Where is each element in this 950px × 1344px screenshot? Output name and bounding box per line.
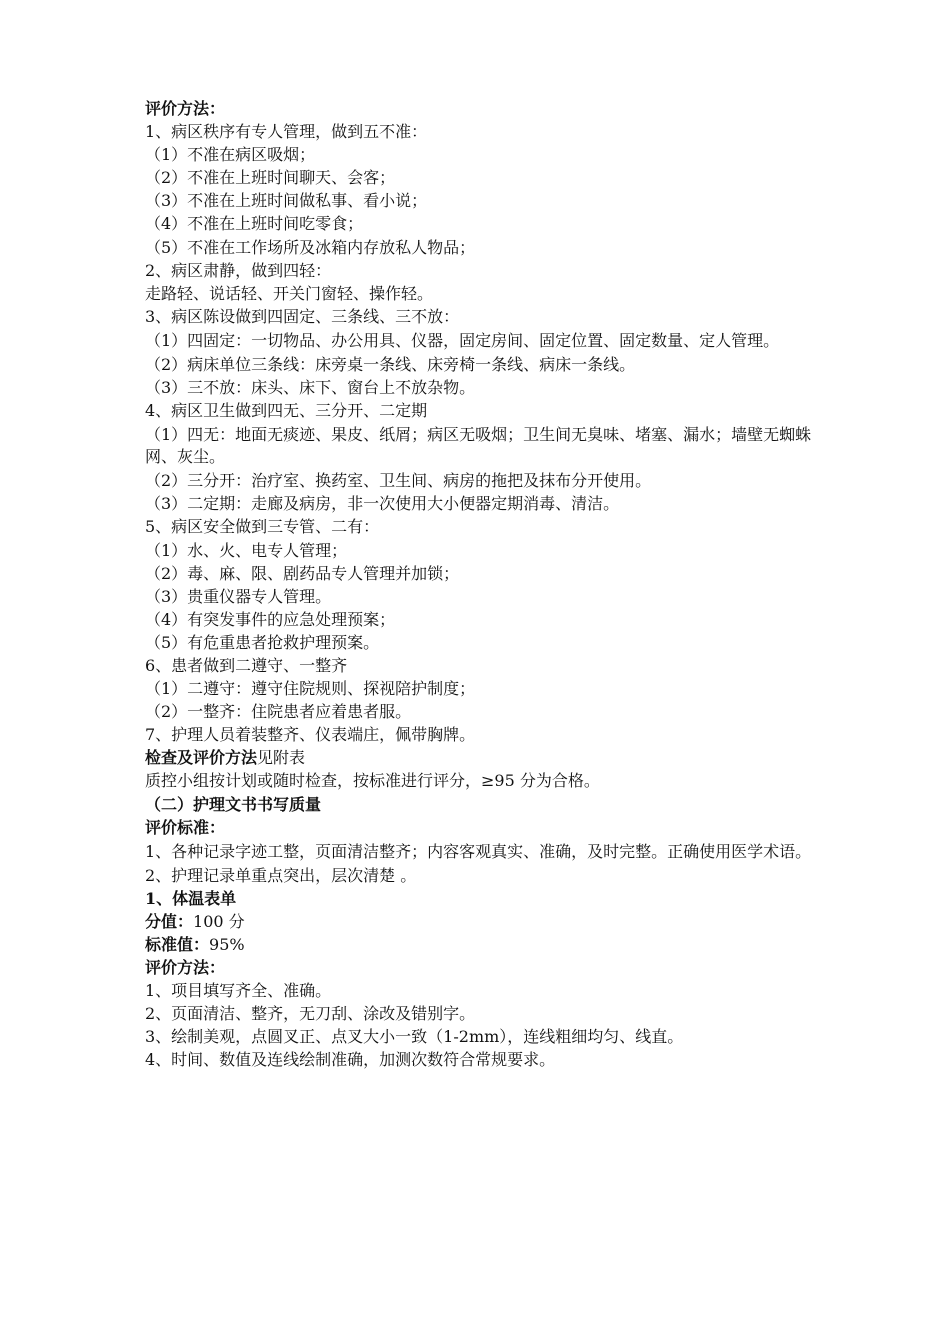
- text-line: [145, 189, 825, 212]
- text-line: [145, 746, 825, 769]
- text-segment: （3）不准在上班时间做私事、看小说；: [145, 191, 428, 211]
- text-segment: （1）四无：地面无痰迹、果皮、纸屑；病区无吸烟；卫生间无臭味、堵塞、漏水；墙壁无蜘蛛网、灰尘。: [145, 425, 812, 467]
- text-segment: （2）三分开：治疗室、换药室、卫生间、病房的拖把及抹布分开使用。: [145, 471, 652, 491]
- text-segment: 100 分: [193, 911, 245, 931]
- text-segment: （1）水、火、电专人管理；: [145, 540, 348, 560]
- text-segment: （3）三不放：床头、床下、窗台上不放杂物。: [145, 378, 476, 398]
- text-line: [145, 585, 825, 608]
- text-line: [145, 353, 825, 376]
- text-line: [145, 956, 825, 979]
- text-segment: 7、护理人员着装整齐、仪表端庄，佩带胸牌。: [145, 725, 476, 745]
- text-line: [145, 700, 825, 723]
- text-line: [145, 723, 825, 746]
- text-segment: 5、病区安全做到三专管、二有：: [145, 517, 380, 537]
- text-line: [145, 376, 825, 399]
- text-segment: （5）不准在工作场所及冰箱内存放私人物品；: [145, 237, 476, 257]
- text-line: [145, 492, 825, 515]
- text-segment: 1、病区秩序有专人管理，做到五不准：: [145, 122, 428, 142]
- text-segment: 3、绘制美观，点圆叉正、点叉大小一致（1-2mm），连线粗细均匀、线直。: [145, 1027, 684, 1047]
- text-line: [145, 769, 825, 792]
- text-line: [145, 864, 825, 887]
- text-line: [145, 979, 825, 1002]
- text-line: [145, 305, 825, 328]
- text-segment: （3）二定期：走廊及病房，非一次使用大小便器定期消毒、清洁。: [145, 494, 620, 514]
- text-line: [145, 330, 825, 352]
- text-segment: 4、时间、数值及连线绘制准确，加测次数符合常规要求。: [145, 1050, 556, 1070]
- text-line: [145, 1025, 825, 1048]
- text-line: [145, 212, 825, 235]
- text-segment: （2）病床单位三条线：床旁桌一条线、床旁椅一条线、病床一条线。: [145, 354, 636, 374]
- text-segment: （5）有危重患者抢救护理预案。: [145, 632, 380, 652]
- text-line: [145, 469, 825, 492]
- bold-text: 评价方法：: [145, 958, 226, 978]
- text-segment: （2）毒、麻、限、剧药品专人管理并加锁；: [145, 563, 460, 583]
- document-page: [145, 97, 825, 1072]
- text-segment: （1）四固定：一切物品、办公用具、仪器，固定房间、固定位置、固定数量、定人管理。: [145, 330, 780, 350]
- text-line: [145, 816, 825, 839]
- text-segment: 2、病区肃静，做到四轻：: [145, 260, 332, 280]
- text-line: [145, 259, 825, 282]
- text-segment: （1）二遵守：遵守住院规则、探视陪护制度；: [145, 679, 476, 699]
- text-line: [145, 399, 825, 422]
- text-segment: 走路轻、说话轻、开关门窗轻、操作轻。: [145, 283, 434, 303]
- text-segment: （2）一整齐：住院患者应着患者服。: [145, 702, 412, 722]
- text-segment: 95%: [209, 935, 245, 954]
- text-line: [145, 654, 825, 677]
- text-segment: （3）贵重仪器专人管理。: [145, 586, 332, 606]
- text-line: [145, 841, 825, 863]
- bold-text: 评价方法：: [145, 99, 226, 118]
- text-line: [145, 1048, 825, 1071]
- text-line: [145, 910, 825, 933]
- text-segment: （2）不准在上班时间聊天、会客；: [145, 168, 396, 188]
- bold-text: 分值：: [145, 911, 194, 931]
- text-line: [145, 236, 825, 259]
- text-line: [145, 424, 825, 468]
- text-line: [145, 608, 825, 631]
- text-segment: 2、护理记录单重点突出，层次清楚 。: [145, 865, 417, 885]
- text-segment: （4）有突发事件的应急处理预案；: [145, 609, 396, 629]
- text-segment: 4、病区卫生做到四无、三分开、二定期: [145, 401, 428, 421]
- text-line: [145, 562, 825, 585]
- text-segment: （4）不准在上班时间吃零食；: [145, 214, 364, 234]
- text-line: [145, 143, 825, 166]
- bold-text: （二）护理文书书写质量: [145, 794, 322, 814]
- text-line: [145, 677, 825, 700]
- text-segment: 3、病区陈设做到四固定、三条线、三不放：: [145, 306, 460, 326]
- text-segment: 2、页面清洁、整齐，无刀刮、涂改及错别字。: [145, 1004, 476, 1024]
- text-segment: 质控小组按计划或随时检查，按标准进行评分，≥95 分为合格。: [145, 771, 600, 791]
- text-line: [145, 282, 825, 305]
- text-segment: 6、患者做到二遵守、一整齐: [145, 655, 348, 675]
- text-line: [145, 793, 825, 816]
- bold-text: 评价标准：: [145, 817, 226, 837]
- text-segment: 1、各种记录字迹工整，页面清洁整齐；内容客观真实、准确，及时完整。正确使用医学术语。: [145, 841, 812, 861]
- text-line: [145, 120, 825, 143]
- text-segment: 见附表: [257, 748, 306, 768]
- bold-text: 1、体温表单: [145, 888, 237, 908]
- text-line: [145, 1002, 825, 1025]
- text-line: [145, 515, 825, 538]
- text-line: [145, 933, 825, 956]
- text-line: [145, 631, 825, 654]
- text-line: [145, 166, 825, 189]
- bold-text: 标准值：: [145, 935, 210, 954]
- bold-text: 检查及评价方法: [145, 748, 258, 768]
- text-line: [145, 97, 825, 120]
- text-segment: （1）不准在病区吸烟；: [145, 145, 316, 165]
- text-segment: 1、项目填写齐全、准确。: [145, 981, 332, 1001]
- text-line: [145, 539, 825, 562]
- text-line: [145, 887, 825, 910]
